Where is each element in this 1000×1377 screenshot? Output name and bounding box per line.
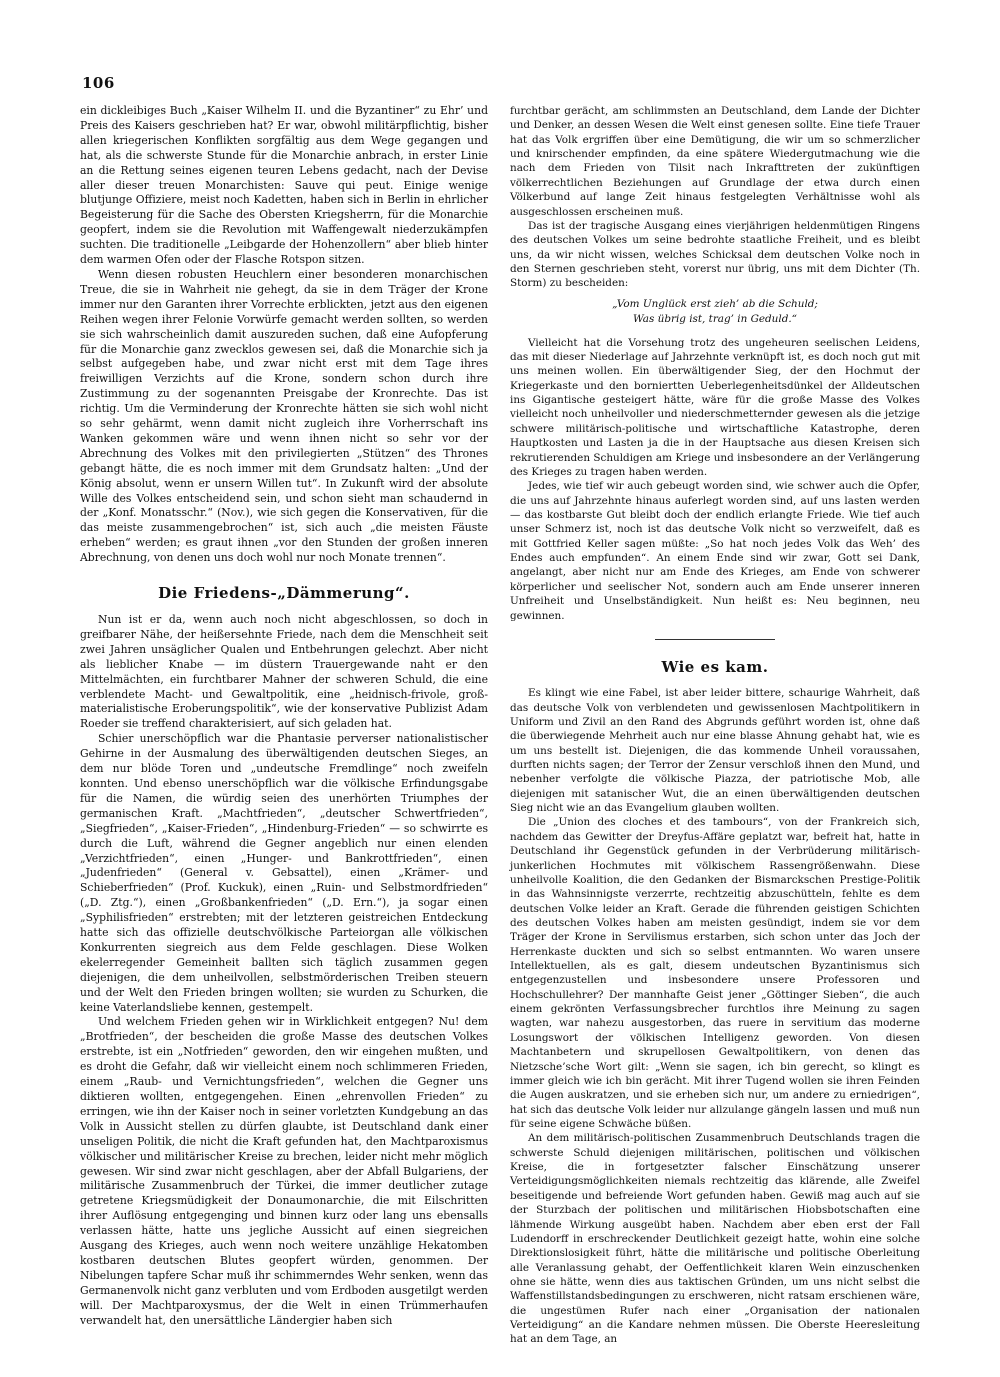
paragraph: Und welchem Frieden gehen wir in Wirklichkeit entgegen? Nu! dem „Brotfrieden“, der bescheiden die große Masse des deutschen Volkes erstrebte, ist ein „Notfrieden“ geworden, den wir eingehen mußten, und es droht die Gefahr, daß wir vielleicht einem noch schlimmeren Frieden, einem „Raub- und Vernichtungsfrieden“, welchen die Gegner uns diktieren wollten, entgegengehen. Einen „ehrenvollen Frieden“ zu erringen, wie ihn der Kaiser noch in seiner vorletzten Kundgebung an das Volk in Aussicht stellen zu dürfen glaubte, ist Deutschland dank einer unseligen Politik, die nicht die Kraft gefunden hat, den Machtparoxismus völkischer und militärischer Kreise zu brechen, leider nicht mehr möglich gewesen. Wir sind zwar nicht geschlagen, aber der Abfall Bulgariens, der militärische Zusammenbruch der Türkei, die immer deutlicher zutage getretene Kriegsmüdigkeit der Donaumonarchie, die mit Eilschritten ihrer Auflösung entgegenging und binnen kurz oder lang uns ebensalls verlassen hätte, hatte uns jegliche Aussicht auf einen siegreichen Ausgang des Krieges, auch wenn noch weitere unzählige Hekatomben kostbaren deutschen Blutes geopfert würden, genommen. Der Nibelungen tapfere Schar muß ihr schimmerndes Wehr senken, wenn das Germanenvolk nicht ganz verbluten und vom Erdboden ausgetilgt werden will. Der Machtparoxysmus, der die Welt in einen Trümmerhaufen verwandelt hat, den unersättliche Ländergier haben sich — [80, 1015, 488, 1327]
paragraph: Wenn diesen robusten Heuchlern einer besonderen monarchischen Treue, die sie in Wahrheit nie gehegt, da sie in dem Träger der Krone immer nur den Garanten ihrer Vorrechte erblickten, jetzt aus den eigenen Reihen wegen ihrer Felonie Vorwürfe gemacht werden sollten, so werden sie sich wahrscheinlich damit auszureden suchen, daß eine Aufopferung für die Monarchie ganz zwecklos gewesen sei, daß die Monarchie sich ja selbst aufgegeben habe, und zwar nicht erst mit dem Tage ihres freiwilligen Verzichts auf die Krone, sondern schon durch ihre Zustimmung zu der sogenannten Preisgabe der Kronrechte. Das ist richtig. Um die Verminderung der Kronrechte hätten sie sich wohl nicht so sehr gehärmt, wenn damit nicht zugleich ihre Vorherrschaft ins Wanken gekommen wäre und wenn ihnen nicht so sehr vor der Abrechnung des Volkes mit den privilegierten „Stützen“ des Thrones gebangt hätte, die es noch immer mit dem Grundsatz halten: „Und der König absolut, wenn er unsern Willen tut“. In Zukunft wird der absolute Wille des Volkes entscheidend sein, und schon sieht man schaudernd in der „Konf. Monatsschr.“ (Nov.), wie sich gegen die Konservativen, für die das meiste zusammengebrochen“ ist, sich auch „die meisten Fäuste erheben“ werden; es graut ihnen „vor den Stunden der großen inneren Abrechnung, von denen uns doch wohl nur noch Monate trennen“. — [80, 267, 488, 565]
paragraph: Jedes, wie tief wir auch gebeugt worden sind, wie schwer auch die Opfer, die uns auf Jahrzehnte hinaus auferlegt worden sind, auf uns lasten werden — das kostbarste Gut bleibt doch der endlich erlangte Friede. Wie tief auch unser Schmerz ist, noch ist das deutsche Volk nicht so verzweifelt, daß es mit Gottfried Keller sagen müßte: „So hat noch jedes Volk das Weh’ des Endes auch empfunden“. An einem Ende sind wir zwar, Gott sei Dank, angelangt, aber nicht nur am Ende des Krieges, am Ende von schwerer körperlicher und seelischer Not, sondern auch am Ende unserer inneren Unfreiheit und Unselbständigkeit. Nun heißt es: Neu beginnen, neu gewinnen. — [510, 480, 920, 622]
paragraph: Das ist der tragische Ausgang eines vierjährigen heldenmütigen Ringens des deutschen Volkes um seine bedrohte staatliche Freiheit, und es bleibt uns, da wir nicht wissen, welches Schicksal dem deutschen Volke noch in den Sternen geschrieben steht, vorerst nur übrig, uns mit dem Dichter (Th. Storm) zu bescheiden: — [510, 219, 920, 290]
paragraph: Es klingt wie eine Fabel, ist aber leider bittere, schaurige Wahrheit, daß das deutsche Volk von verblendeten und gewissenlosen Machtpolitikern in Uniform und Zivil an den Rand des Abgrunds geführt worden ist, ohne daß die überwiegende Mehrheit auch nur eine blasse Ahnung gehabt hat, wie es um uns bestellt ist. Diejenigen, die das kommende Unheil voraussahen, durften nichts sagen; der Terror der Zensur verschloß ihnen den Mund, und nebenher verfolgte die völkische Piazza, der patriotische Mob, alle diejenigen mit satanischer Wut, die an einen überwältigenden deutschen Sieg nicht wie an das Evangelium glauben wollten. — [510, 687, 920, 815]
section-heading-wie-es-kam: Wie es kam. — [661, 657, 769, 676]
paragraph: Schier unerschöpflich war die Phantasie perverser nationalistischer Gehirne in der Ausmalung des überwältigenden deutschen Sieges, an dem nur blöde Toren und „undeutsche Fremdlinge“ noch zweifeln konnten. Und ebenso unerschöpflich war die völkische Erfindungsgabe für die Namen, die würdig seien des unerhörten Triumphes der germanischen Kraft. „Machtfrieden“, „deutscher Schwertfrieden“, „Siegfrieden“, „Kaiser-Frieden“, „Hindenburg-Frieden“ — so schwirrte es durch die Luft, während die Gegner angeblich nur einen elenden „Verzichtfrieden“, einen „Hunger- und Bankrottfrieden“, einen „Judenfrieden“ (General v. Gebsattel), einen „Krämer- und Schieberfrieden“ (Prof. Kuckuk), einen „Ruin- und Selbstmordfrieden“ („D. Ztg.“), einen „Großbankenfrieden“ („D. Ern.“), ja sogar einen „Syphilisfrieden“ erstrebten; mit der letzteren geistreichen Entdeckung hatte sich das offizielle deutschvölkische Parteiorgan alle völkischen Konkurrenten siegreich aus dem Felde geschlagen. Diese Wolken ekelerregender Gemeinheit ballten sich täglich zusammen gegen diejenigen, die dem unheilvollen, selbstmörderischen Treiben steuern und der Welt den Frieden bringen wollten; sie wurden zu Schurken, die keine Vaterlandsliebe kennen, gestempelt. — [80, 732, 488, 1014]
paragraph: Vielleicht hat die Vorsehung trotz des ungeheuren seelischen Leidens, das mit dieser Niederlage auf Jahrzehnte verknüpft ist, es doch noch gut mit uns meinen wollen. Ein überwältigender Sieg, der den Hochmut der Kriegerkaste und den borniertten Ueberlegenheitsdünkel der Alldeutschen ins Gigantische gesteigert hätte, wäre für die große Masse des Volkes vielleicht noch unheilvoller und niederschmetternder gewesen als die jetzige schwere militärisch-politische und wirtschaftliche Katastrophe, deren Hauptkosten und Lasten ja die in der Hauptsache aus diesen Kreisen sich rekrutierenden Schuldigen am Kriege und insbesondere an der Verlängerung des Krieges zu tragen haben werden. — [510, 336, 920, 478]
right-column — [510, 104, 920, 1347]
section-heading-friedens-daemmerung: Die Friedens-„Dämmerung“. — [158, 584, 410, 603]
paragraph: furchtbar gerächt, am schlimmsten an Deutschland, dem Lande der Dichter und Denker, an dessen Wesen die Welt einst genesen sollte. Eine tiefe Trauer hat das Volk ergriffen über eine Demütigung, die wir um so schmerzlicher und knirschender empfinden, da eine spätere Wiedergutmachung wie die nach dem Frieden von Tilsit nach Inkrafttreten der zukünftigen völkerrechtlichen Beziehungen auf Grundlage der etwa durch einen Völkerbund auf lange Zeit hinaus festgelegten Verhältnisse wohl als ausgeschlossen erscheinen muß. — [510, 105, 920, 218]
paragraph: Nun ist er da, wenn auch noch nicht abgeschlossen, so doch in greifbarer Nähe, der heißersehnte Friede, nach dem die Menschheit seit zwei Jahren unsäglicher Qualen und Entbehrungen gelechzt. Aber nicht als lieblicher Knabe — im düstern Trauergewande naht er den Mittelmächten, ein furchtbarer Mahner der schweren Schuld, die eine verblendete Macht- und Gewaltpolitik, eine „heidnisch-frivole, groß-materialistische Eroberungspolitik“, wie der konservative Publizist Adam Roeder sie treffend charakterisiert, auf sich geladen hat. — [80, 613, 488, 731]
paragraph: Die „Union des cloches et des tambours“, von der Frankreich sich, nachdem das Gewitter der Dreyfus-Affäre geplatzt war, befreit hat, hatte in Deutschland ihr Gegenstück gefunden in der Verbrüderung militärisch-junkerlichen Hochmutes mit völkischem Rassengrößenwahn. Diese unheilvolle Koalition, die den Gedanken der Bismarckschen Prestige-Politik in das Wahnsinnigste verzerrte, rechtzeitig abzuschütteln, fehlte es dem deutschen Volke leider an Kraft. Gerade die führenden geistigen Schichten des deutschen Volkes haben am meisten gesündigt, indem sie vor dem Träger der Krone in Servilismus erstarben, sich schon unter das Joch der Herrenkaste duckten und sich so selbst entmannten. Wo waren unsere Intellektuellen, als es galt, diesem undeutschen Byzantinismus sich entgegenzustellen und insbesondere unsere Professoren und Hochschullehrer? Der mannhafte Geist jener „Göttinger Sieben“, die auch einem gekrönten Verfassungsbrecher furchtlos ihre Meinung zu sagen wagten, war nahezu ausgestorben, das ruere in servitium das moderne Losungswort der völkischen Intelligenz geworden. Von diesen Machtanbetern und skrupellosen Gewaltpolitikern, von denen das Nietzsche’sche Wort gilt: „Wenn sie sagen, ich bin gerecht, so klingt es immer gleich wie ich bin gerächt. Mit ihrer Tugend wollen sie ihren Feinden die Augen auskratzen, und sie erheben sich nur, um andere zu erniedrigen“, hat sich das deutsche Volk leider nur allzulange gängeln lassen und muß nun für seine eigene Schwäche büßen. — [510, 816, 920, 1130]
verse-line: „Vom Unglück erst zieh’ ab die Schuld; — [612, 297, 818, 310]
verse-quote — [510, 297, 920, 328]
page-number: 106 — [82, 74, 115, 92]
left-column — [80, 104, 488, 1329]
section-divider — [655, 639, 775, 640]
verse-line: Was übrig ist, trag’ in Geduld.“ — [633, 313, 797, 326]
paragraph: An dem militärisch-politischen Zusammenbruch Deutschlands tragen die schwerste Schuld diejenigen militärischen, politischen und völkischen Kreise, die in fortgesetzter falscher Einschätzung unserer Verteidigungsmöglichkeiten niemals rechtzeitig das klärende, alle Zweifel beseitigende und befreiende Wort gefunden haben. Gewiß mag auch auf sie der Sturzbach der politischen und militärischen Hiobsbotschaften eine lähmende Wirkung ausgeübt haben. Nachdem aber eben erst der Fall Ludendorff in erschreckender Deutlichkeit gezeigt hatte, wohin eine solche Direktionslosigkeit führt, hätte die militärische und politische Oberleitung alle Veranlassung gehabt, der Oeffentlichkeit klaren Wein einzuschenken ohne sie hätte, wenn dies aus taktischen Gründen, um uns nicht selbst die Waffenstillstandsbedingungen zu erschweren, nicht ratsam erschienen wäre, die ungestümen Rufer nach einer „Organisation der nationalen Verteidigung“ an die Kandare nehmen müssen. Die Oberste Heeresleitung hat an dem Tage, an — [510, 1132, 920, 1346]
paragraph: ein dickleibiges Buch „Kaiser Wilhelm II. und die Byzantiner“ zu Ehr’ und Preis des Kaisers geschrieben hat? Er war, obwohl militärpflichtig, bisher allen kriegerischen Konflikten sorgfältig aus dem Wege gegangen und hat, als die schwerste Stunde für die Monarchie anbrach, in erster Linie an die Rettung seines eigenen teuren Lebens gedacht, nach der Devise aller dieser treuen Monarchisten: Sauve qui peut. Einige wenige blutjunge Offiziere, meist noch Kadetten, haben sich in Berlin in ehrlicher Begeisterung für die Sache des Obersten Kriegsherrn, für die Monarchie geopfert, indem sie die Revolution mit Waffengewalt niederzukämpfen suchten. Die traditionelle „Leibgarde der Hohenzollern“ aber blieb hinter dem warmen Ofen oder der Flasche Rotspon sitzen. — [80, 104, 488, 267]
